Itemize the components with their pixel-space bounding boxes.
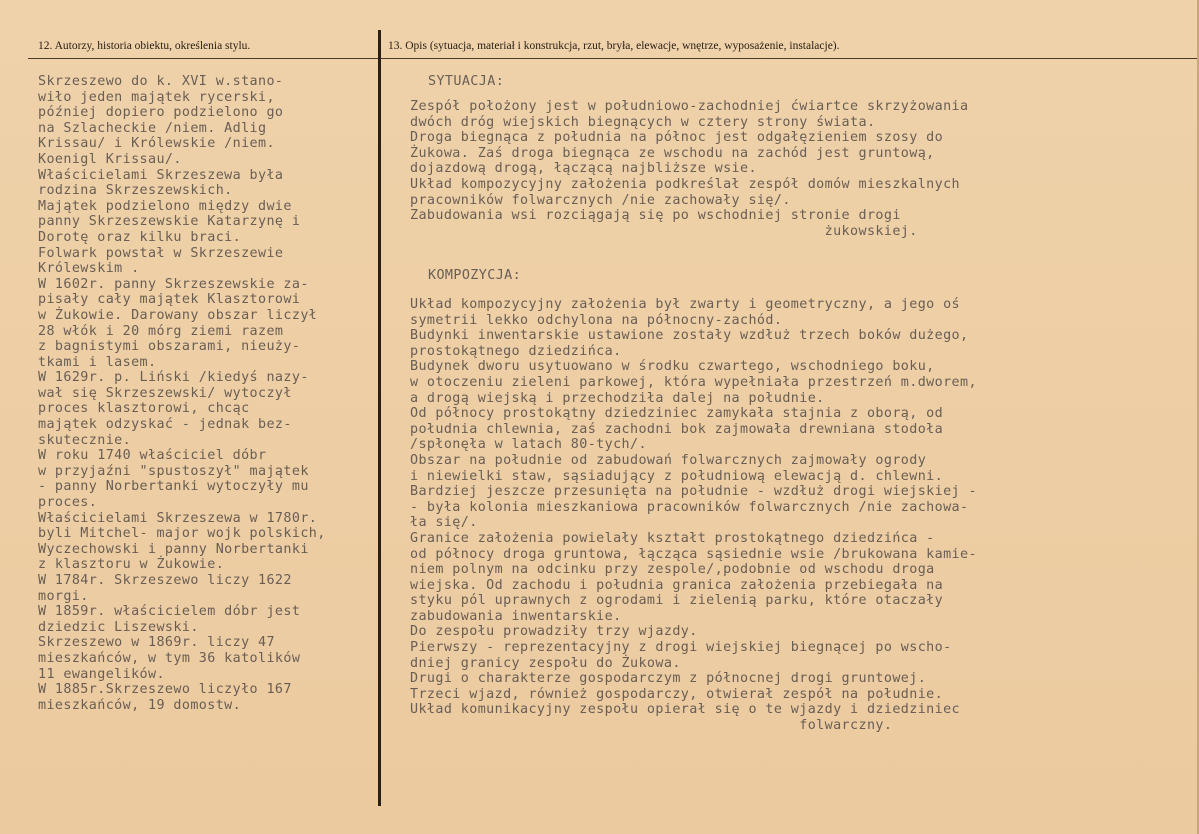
kompozycja-line: Układ komunikacyjny zespołu opierał się o te wjazdy i dziedziniec xyxy=(410,702,961,718)
sytuacja-line: Żukowa. Zaś droga biegnąca ze wschodu na zachód jest gruntową, xyxy=(410,145,935,161)
history-line: 28 włók i 20 mórg ziemi razem xyxy=(38,323,284,339)
kompozycja-line: Budynki inwentarskie ustawione zostały wzdłuż trzech boków dużego, xyxy=(410,328,969,344)
history-line: panny Skrzeszewskie Katarzynę i xyxy=(38,214,301,230)
sytuacja-line: pracowników folwarcznych /nie zachowały się/. xyxy=(410,192,791,208)
history-line: tkami i lasem. xyxy=(38,354,157,370)
kompozycja-line: wiejska. Od zachodu i południa granica założenia przebiegała na xyxy=(410,577,944,593)
history-line: W 1629r. p. Liński /kiedyś nazy- xyxy=(38,370,309,386)
history-line: proces klasztorowi, chcąc xyxy=(38,401,250,417)
history-line: Królewskim . xyxy=(38,261,140,277)
history-line: proces. xyxy=(38,495,98,511)
kompozycja-line: Pierwszy - reprezentacyjny z drogi wiejskiej biegnącej po wscho- xyxy=(410,640,952,656)
kompozycja-line: Od północy prostokątny dziedziniec zamykała stajnia z oborą, od xyxy=(410,406,944,422)
sytuacja-line: żukowskiej. xyxy=(410,223,918,239)
history-line: skutecznie. xyxy=(38,432,132,448)
sytuacja-line: dwóch dróg wiejskich biegnących w cztery strony świata. xyxy=(410,114,876,130)
kompozycja-line: Trzeci wjazd, również gospodarczy, otwierał zespół na południe. xyxy=(410,686,944,702)
history-line: pisały cały majątek Klasztorowi xyxy=(38,292,301,308)
history-line: z klasztoru w Żukowie. xyxy=(38,557,225,573)
history-line: z bagnistymi obszarami, nieuży- xyxy=(38,339,301,355)
history-line: Właścicielami Skrzeszewa w 1780r. xyxy=(38,510,318,526)
history-line: Wyczechowski i panny Norbertanki xyxy=(38,541,309,557)
history-line: W 1885r.Skrzeszewo liczyło 167 xyxy=(38,682,292,698)
kompozycja-line: - była kolonia mieszkaniowa pracowników folwarcznych /nie zachowa- xyxy=(410,499,969,515)
sytuacja-line: dojazdową drogą, łączącą najbliższe wsie. xyxy=(410,161,757,177)
history-line: W 1859r. właścicielem dóbr jest xyxy=(38,604,301,620)
history-line: wiło jeden majątek rycerski, xyxy=(38,89,275,105)
history-line: mieszkańców, w tym 36 katolików xyxy=(38,650,301,666)
history-line: Krissau/ i Królewskie /niem. xyxy=(38,136,275,152)
kompozycja-line: i niewielki staw, sąsiadujący z południową elewacją d. chlewni. xyxy=(410,468,944,484)
sytuacja-line: Zabudowania wsi rozciągają się po wschodniej stronie drogi xyxy=(410,208,901,224)
history-line: W roku 1740 właściciel dóbr xyxy=(38,448,267,464)
kompozycja-line: prostokątnego dziedzińca. xyxy=(410,343,622,359)
kompozycja-line: w otoczeniu zieleni parkowej, która wypełniała przestrzeń m.dworem, xyxy=(410,374,977,390)
kompozycja-line: zabudowania inwentarskie. xyxy=(410,608,622,624)
kompozycja-line: dniej granicy zespołu do Żukowa. xyxy=(410,655,681,671)
history-line: Skrzeszewo do k. XVI w.stano- xyxy=(38,74,284,89)
kompozycja-line: Bardziej jeszcze przesunięta na południe - wzdłuż drogi wiejskiej - xyxy=(410,484,977,500)
kompozycja-line: południa chlewnia, zaś zachodni bok zajmowała drewniana stodoła xyxy=(410,421,944,437)
kompozycja-line: Budynek dworu usytuowano w środku czwartego, wschodniego boku, xyxy=(410,359,935,375)
sytuacja-line: Zespół położony jest w południowo-zachodniej ćwiartce skrzyżowania xyxy=(410,99,969,114)
history-line: morgi. xyxy=(38,588,89,604)
history-line: Skrzeszewo w 1869r. liczy 47 xyxy=(38,635,275,651)
history-line: W 1784r. Skrzeszewo liczy 1622 xyxy=(38,573,292,588)
history-line: majątek odzyskać - jednak bez- xyxy=(38,417,292,433)
sytuacja-line: Droga biegnąca z południa na północ jest odgałęzieniem szosy do xyxy=(410,130,944,146)
kompozycja-line: Granice założenia powielały kształt prostokątnego dziedzińca - xyxy=(410,530,935,546)
header-rule xyxy=(28,58,1198,59)
history-line: W 1602r. panny Skrzeszewskie za- xyxy=(38,276,309,292)
kompozycja-line: ła się/. xyxy=(410,515,478,531)
kompozycja-line: styku pól uprawnych z ogrodami i zielenią parku, które otaczały xyxy=(410,593,944,609)
history-line: wał się Skrzeszewski/ wytoczył xyxy=(38,385,292,401)
history-line: Właścicielami Skrzeszewa była xyxy=(38,167,284,183)
sytuacja-text xyxy=(410,99,968,239)
history-line: byli Mitchel- major wojk polskich, xyxy=(38,526,326,542)
sytuacja-heading: SYTUACJA: xyxy=(428,74,505,89)
kompozycja-line: od północy droga gruntowa, łącząca sąsiednie wsie /brukowana kamie- xyxy=(410,546,977,562)
history-line: na Szlacheckie /niem. Adlig xyxy=(38,120,267,136)
kompozycja-line: a drogą wiejską i przechodziła dalej na południe. xyxy=(410,390,825,406)
history-line: Koenigl Krissau/. xyxy=(38,151,182,167)
kompozycja-line: niem polnym na odcinku przy zespole/,podobnie od wschodu droga xyxy=(410,562,935,578)
kompozycja-line: Układ kompozycyjny założenia był zwarty i geometryczny, a jego oś xyxy=(410,297,961,312)
kompozycja-line: folwarczny. xyxy=(410,718,893,734)
history-line: później dopiero podzielono go xyxy=(38,105,284,121)
kompozycja-line: /spłonęła w latach 80-tych/. xyxy=(410,437,647,453)
kompozycja-text xyxy=(410,297,977,734)
history-line: dziedzic Liszewski. xyxy=(38,619,199,635)
kompozycja-line: Obszar na południe od zabudowań folwarcznych zajmowały ogrody xyxy=(410,452,927,468)
section-12-header: 12. Autorzy, historia obiektu, określenia stylu. xyxy=(38,40,251,52)
history-text xyxy=(38,74,326,713)
kompozycja-line: Do zespołu prowadziły trzy wjazdy. xyxy=(410,624,698,640)
history-line: Majątek podzielono między dwie xyxy=(38,198,292,214)
sytuacja-line: Układ kompozycyjny założenia podkreślał zespół domów mieszkalnych xyxy=(410,176,961,192)
history-line: - panny Norbertanki wytoczyły mu xyxy=(38,479,309,495)
history-line: 11 ewangelików. xyxy=(38,666,165,682)
kompozycja-heading: KOMPOZYCJA: xyxy=(428,268,522,283)
history-line: w przyjaźni "spustoszył" majątek xyxy=(38,463,309,479)
history-line: rodzina Skrzeszewskich. xyxy=(38,183,233,199)
history-line: Folwark powstał w Skrzeszewie xyxy=(38,245,284,261)
column-divider xyxy=(378,30,381,806)
section-13-header: 13. Opis (sytuacja, materiał i konstrukcja, rzut, bryła, elewacje, wnętrze, wyposażenie, instalacje). xyxy=(388,40,840,52)
history-line: mieszkańców, 19 domostw. xyxy=(38,697,242,713)
history-line: Dorotę oraz kilku braci. xyxy=(38,229,242,245)
kompozycja-line: symetrii lekko odchylona na północny-zachód. xyxy=(410,312,783,328)
history-line: w Żukowie. Darowany obszar liczył xyxy=(38,307,318,323)
kompozycja-line: Drugi o charakterze gospodarczym z północnej drogi gruntowej. xyxy=(410,671,927,687)
